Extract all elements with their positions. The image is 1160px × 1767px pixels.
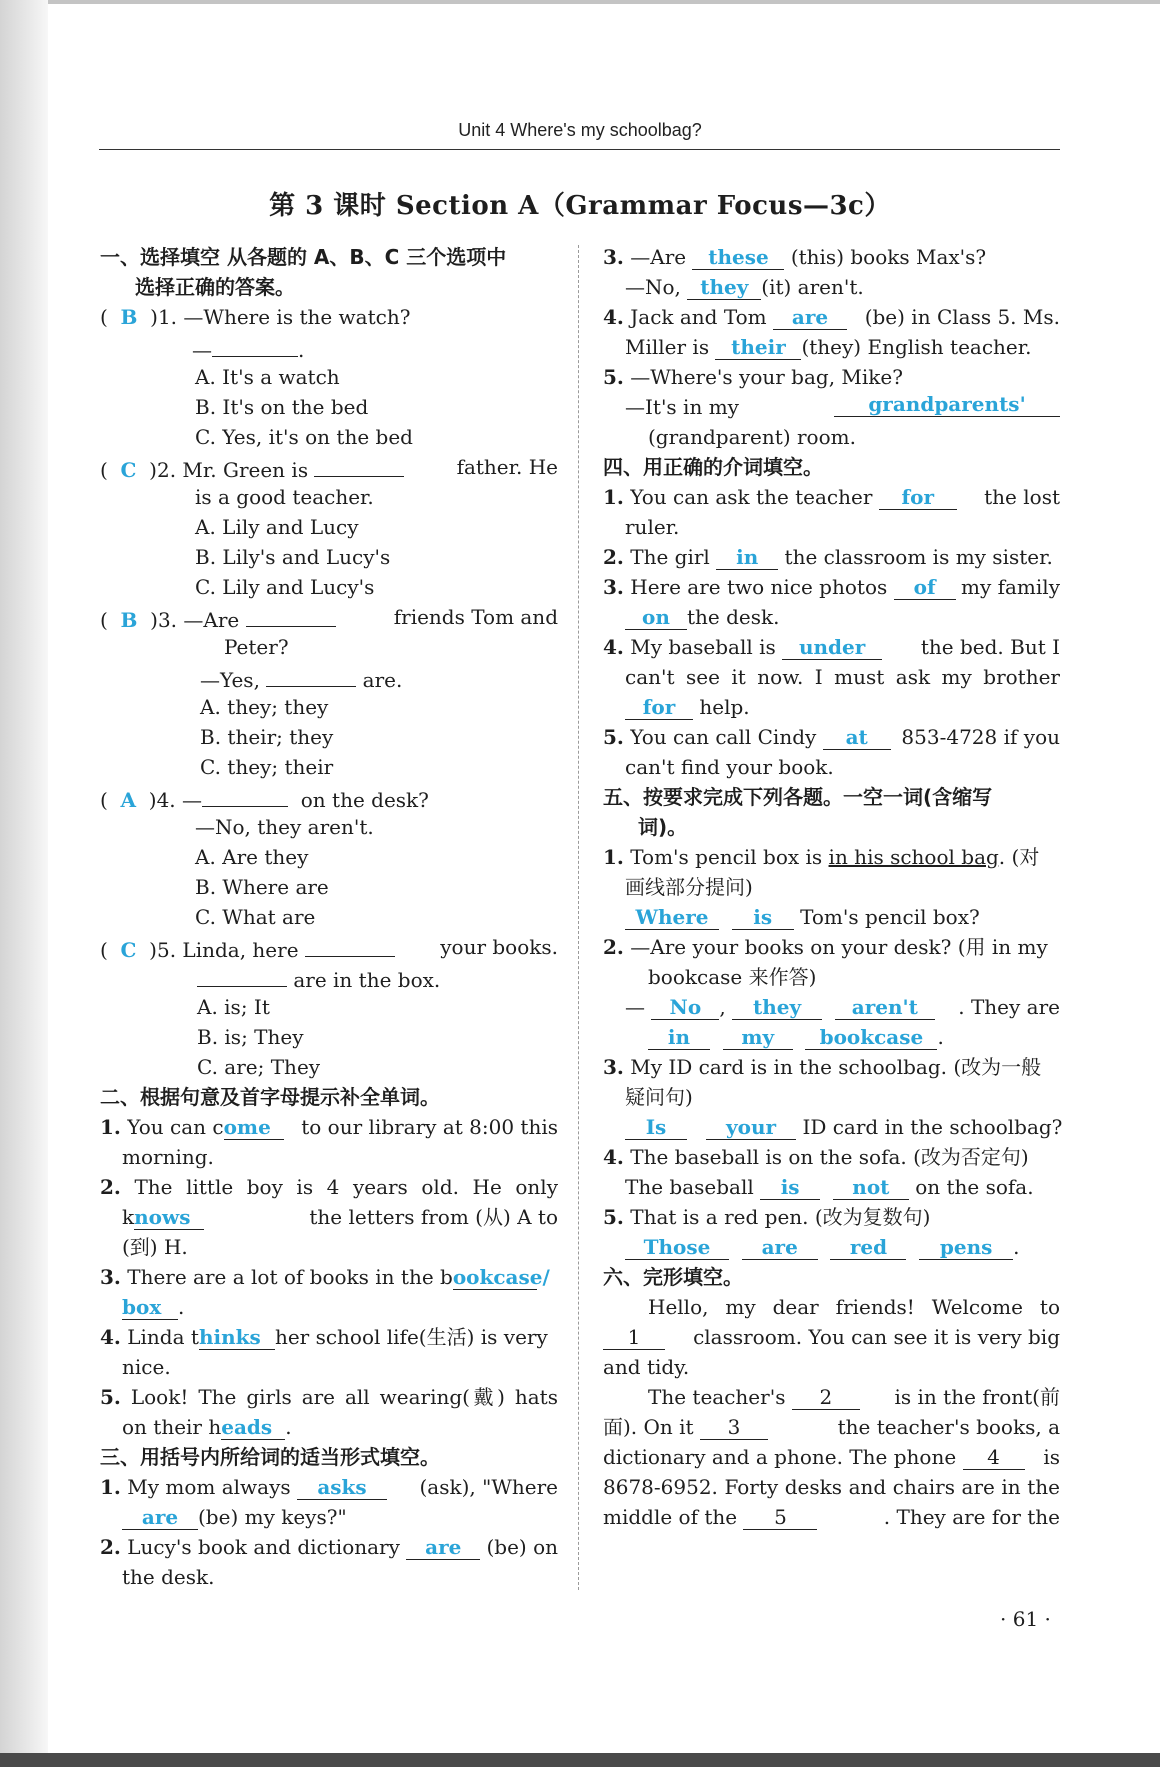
answer-fill: is <box>760 1175 820 1200</box>
option-b: B. Lily's and Lucy's <box>195 545 391 569</box>
underlined-phrase: in his school bag <box>828 845 999 869</box>
question-stem: )4. — <box>148 788 203 812</box>
item-text-cont: . They are <box>958 995 1060 1019</box>
lesson-title: 第 3 课时 Section A（Grammar Focus—3c） <box>269 191 891 221</box>
s3-item-3 <box>603 242 1060 272</box>
question-4: ( A )4. — on the desk? <box>100 782 558 812</box>
item-text-cont: the bed. But I <box>920 635 1060 659</box>
item-number: 1. <box>100 1115 121 1139</box>
item-text-end: . <box>178 1295 185 1319</box>
s4-item-4 <box>603 632 1060 662</box>
header-rule <box>99 149 1060 150</box>
cloze-line-3: and tidy. <box>603 1355 690 1379</box>
option-a: A. Are they <box>195 845 309 869</box>
item-text-end: Tom's pencil box? <box>800 905 980 929</box>
item-number: 5. <box>603 725 624 749</box>
item-number: 5. <box>603 1205 624 1229</box>
item-text: —Are your books on your desk? (用 in my <box>630 935 1048 959</box>
item-number: 4. <box>100 1325 121 1349</box>
section-4-title: 四、用正确的介词填空。 <box>603 455 823 479</box>
question-stem-cont: your books. <box>440 935 558 959</box>
cloze-line-7: 8678-6952. Forty desks and chairs are in the <box>603 1475 1060 1499</box>
answer-fill: eads <box>221 1415 285 1440</box>
item-number: 3. <box>603 245 624 269</box>
item-text-end: on the sofa. <box>915 1175 1034 1199</box>
s2-item-2-cont <box>100 1202 558 1232</box>
s2-item-2 <box>100 1172 558 1202</box>
section-5-title-cont: 词)。 <box>638 815 688 839</box>
answer-fill: Those <box>625 1235 729 1260</box>
item-text: Look! The girls are all wearing(戴) hats <box>130 1385 558 1409</box>
blank <box>212 332 298 357</box>
cloze-text-cont: . They are for the <box>883 1505 1060 1529</box>
question-stem-cont: friends Tom and <box>393 605 558 629</box>
item-text-cont: (be) on <box>486 1535 558 1559</box>
item-text-end: (be) my keys?" <box>198 1505 347 1529</box>
s3-item-4-cont <box>603 332 1060 362</box>
s5-item-2-instr: bookcase 来作答) <box>648 965 817 989</box>
answer-fill: of <box>894 575 956 600</box>
item-number: 5. <box>100 1385 121 1409</box>
question-1: ( B )1. —Where is the watch? <box>100 305 411 329</box>
section-1-title-cont: 选择正确的答案。 <box>135 275 295 299</box>
question-3-reply <box>100 662 558 692</box>
answer-choice: B <box>120 608 138 632</box>
option-c: C. What are <box>195 905 316 929</box>
blank <box>197 962 287 987</box>
option-a: A. Lily and Lucy <box>195 515 359 539</box>
blank <box>202 782 288 807</box>
item-text: My baseball is <box>630 635 776 659</box>
cloze-blank: 5 <box>743 1505 817 1530</box>
bottom-edge <box>0 1753 1160 1767</box>
answer-fill: your <box>706 1115 796 1140</box>
s2-item-5-cont <box>100 1412 558 1442</box>
item-text-cont: 853-4728 if you <box>901 725 1060 749</box>
section-5-title: 五、按要求完成下列各题。一空一词(含缩写 <box>603 785 993 809</box>
question-2-cont: is a good teacher. <box>195 485 374 509</box>
answer-fill: No <box>651 995 719 1020</box>
answer-fill: ome <box>224 1115 284 1140</box>
item-text: My mom always <box>127 1475 291 1499</box>
s2-item-5 <box>100 1382 558 1412</box>
cloze-line-5 <box>603 1412 1060 1442</box>
item-text: The girl <box>630 545 710 569</box>
item-text: —No, <box>625 275 681 299</box>
question-stem: )2. Mr. Green is <box>149 458 309 482</box>
s3-item-1-cont <box>100 1502 558 1532</box>
item-number: 3. <box>603 1055 624 1079</box>
cloze-line-1: Hello, my dear friends! Welcome to <box>648 1295 1060 1319</box>
reply-text-end: are. <box>362 668 403 692</box>
s2-item-3 <box>100 1262 558 1292</box>
option-b: B. Where are <box>195 875 329 899</box>
item-text: You can c <box>127 1115 224 1139</box>
item-text: on their h <box>122 1415 222 1439</box>
item-text-end: . <box>937 1025 944 1049</box>
s4-item-1 <box>603 482 1060 512</box>
option-a: A. is; It <box>197 995 270 1019</box>
question-4-reply: —No, they aren't. <box>195 815 374 839</box>
top-edge <box>0 0 1160 4</box>
s5-item-3-instr: 疑问句) <box>625 1085 693 1109</box>
item-text: You can ask the teacher <box>630 485 873 509</box>
item-text-cont: (be) in Class 5. Ms. <box>864 305 1060 329</box>
answer-fill: box <box>122 1295 178 1320</box>
dash: — <box>625 995 645 1019</box>
blank <box>305 932 395 957</box>
item-number: 4. <box>603 305 624 329</box>
s2-item-4-cont: nice. <box>122 1355 171 1379</box>
answer-fill: are <box>742 1235 818 1260</box>
item-text: Lucy's book and dictionary <box>127 1535 400 1559</box>
section-1-title: 一、选择填空 从各题的 A、B、C 三个选项中 <box>100 245 507 269</box>
page-number: · 61 · <box>1000 1607 1051 1631</box>
answer-fill: nows <box>134 1205 204 1230</box>
s3-item-5-reply <box>603 392 1060 422</box>
item-number: 4. <box>603 635 624 659</box>
item-text: —Are <box>630 245 687 269</box>
blank <box>314 452 404 477</box>
cloze-text: 面). On it <box>603 1415 694 1439</box>
cloze-line-6 <box>603 1442 1060 1472</box>
cloze-line-2 <box>603 1322 1060 1352</box>
item-text: There are a lot of books in the b <box>127 1265 453 1289</box>
cloze-blank: 1 <box>603 1325 665 1350</box>
answer-fill: at <box>823 725 891 750</box>
answer-fill: not <box>833 1175 909 1200</box>
right-column <box>603 242 1063 1532</box>
s3-item-2 <box>100 1532 558 1562</box>
page-gutter-shadow <box>0 0 48 1767</box>
s4-item-4-cont: can't see it now. I must ask my brother <box>625 665 1060 689</box>
comma: , <box>719 995 726 1019</box>
answer-fill: they <box>687 275 761 300</box>
s5-item-4 <box>603 1142 1060 1172</box>
s5-item-3 <box>603 1052 1060 1082</box>
s5-item-5-answer <box>603 1232 1060 1262</box>
question-stem: )5. Linda, here <box>149 938 299 962</box>
s2-item-3-cont <box>100 1292 558 1322</box>
s2-item-4 <box>100 1322 558 1352</box>
answer-fill: for <box>879 485 957 510</box>
answer-fill: under <box>782 635 882 660</box>
s5-item-1-answer <box>603 902 1060 932</box>
answer-fill: bookcase <box>805 1025 937 1050</box>
item-text: —Where's your bag, Mike? <box>630 365 903 389</box>
item-number: 5. <box>603 365 624 389</box>
answer-choice: C <box>120 938 137 962</box>
item-text-end: . <box>1013 1235 1020 1259</box>
cloze-blank: 4 <box>963 1445 1025 1470</box>
question-stem-cont: father. He <box>456 455 558 479</box>
running-header: Unit 4 Where's my schoolbag? <box>458 120 702 140</box>
item-text: You can call Cindy <box>630 725 817 749</box>
answer-fill: these <box>692 245 784 270</box>
section-2-title: 二、根据句意及首字母提示补全单词。 <box>100 1085 440 1109</box>
s5-item-2-answer-a <box>603 992 1060 1022</box>
item-text: The little boy is 4 years old. He only <box>134 1175 558 1199</box>
s5-item-2-answer-b <box>603 1022 1060 1052</box>
s3-item-5-cont: (grandparent) room. <box>648 425 856 449</box>
item-text: Miller is <box>625 335 710 359</box>
answer-fill: pens <box>919 1235 1013 1260</box>
section-6-title: 六、完形填空。 <box>603 1265 743 1289</box>
answer-fill: Where <box>625 905 719 930</box>
question-5-cont <box>100 962 558 992</box>
question-stem: )3. —Are <box>150 608 240 632</box>
option-c: C. Lily and Lucy's <box>195 575 375 599</box>
item-text-end: the desk. <box>687 605 780 629</box>
answer-choice: B <box>120 305 138 329</box>
item-number: 2. <box>603 545 624 569</box>
option-b: B. is; They <box>197 1025 304 1049</box>
item-number: 1. <box>100 1475 121 1499</box>
answer-fill: hinks <box>199 1325 275 1350</box>
answer-fill: their <box>715 335 801 360</box>
answer-fill: are <box>773 305 847 330</box>
item-number: 4. <box>603 1145 624 1169</box>
answer-choice: C <box>120 458 137 482</box>
item-text-cont: my family <box>960 575 1060 599</box>
question-3-cont: Peter? <box>224 635 289 659</box>
s3-item-4 <box>603 302 1060 332</box>
item-text-end: (they) English teacher. <box>801 335 1032 359</box>
answer-fill: is <box>732 905 794 930</box>
item-number: 1. <box>603 485 624 509</box>
blank <box>246 602 336 627</box>
answer-fill: ookcase/ <box>452 1265 550 1289</box>
item-text: The baseball <box>625 1175 754 1199</box>
s5-item-1-instr: 画线部分提问) <box>625 875 753 899</box>
s4-item-4-end <box>603 692 1060 722</box>
option-b: B. It's on the bed <box>195 395 369 419</box>
item-text-cont: (this) books Max's? <box>790 245 987 269</box>
item-text: Jack and Tom <box>630 305 767 329</box>
s3-item-3-reply <box>603 272 1060 302</box>
question-1-blank: — . <box>100 332 558 362</box>
answer-fill: my <box>723 1025 793 1050</box>
s4-item-2 <box>603 542 1060 572</box>
s5-item-3-answer <box>603 1112 1063 1142</box>
cloze-blank: 2 <box>792 1385 860 1410</box>
reply-text: —Yes, <box>200 668 260 692</box>
item-number: 2. <box>100 1175 121 1199</box>
answer-fill: are <box>406 1535 480 1560</box>
item-text-cont: the lost <box>984 485 1060 509</box>
answer-fill: they <box>732 995 822 1020</box>
item-number: 3. <box>603 575 624 599</box>
answer-choice: A <box>120 788 137 812</box>
dash: — <box>192 338 212 362</box>
question-3: ( B )3. —Are friends Tom and <box>100 602 558 632</box>
s4-item-3-cont <box>603 602 1060 632</box>
cloze-text: classroom. You can see it is very big <box>693 1325 1060 1349</box>
item-number: 3. <box>100 1265 121 1289</box>
item-text: Here are two nice photos <box>630 575 888 599</box>
blank <box>266 662 356 687</box>
option-c: C. they; their <box>200 755 334 779</box>
s4-item-1-cont: ruler. <box>625 515 680 539</box>
item-text-end: ID card in the schoolbag? <box>802 1115 1063 1139</box>
item-text: That is a red pen. (改为复数句) <box>630 1205 931 1229</box>
item-text-end: (it) aren't. <box>761 275 864 299</box>
s5-item-2 <box>603 932 1060 962</box>
item-number: 2. <box>100 1535 121 1559</box>
question-stem: )1. —Where is the watch? <box>150 305 411 329</box>
option-a: A. they; they <box>200 695 329 719</box>
s4-item-5 <box>603 722 1060 752</box>
s5-item-5 <box>603 1202 1060 1232</box>
question-stem-end: are in the box. <box>293 968 441 992</box>
answer-fill: in <box>648 1025 710 1050</box>
s2-item-2-end: (到) H. <box>122 1235 188 1259</box>
item-text-cont: . (对 <box>998 845 1040 869</box>
cloze-text: The teacher's <box>648 1385 786 1409</box>
answer-fill: asks <box>297 1475 387 1500</box>
item-text: The baseball is on the sofa. (改为否定句) <box>630 1145 1029 1169</box>
question-2: ( C )2. Mr. Green is father. He <box>100 452 558 482</box>
option-c: C. are; They <box>197 1055 321 1079</box>
left-column <box>100 242 558 1592</box>
cloze-text-cont: the teacher's books, a <box>837 1415 1060 1439</box>
option-a: A. It's a watch <box>195 365 340 389</box>
item-text: Linda t <box>127 1325 199 1349</box>
s3-item-2-cont: the desk. <box>122 1565 215 1589</box>
item-text: k <box>122 1205 135 1229</box>
cloze-line-8 <box>603 1502 1060 1532</box>
answer-fill: in <box>716 545 778 570</box>
s2-item-1 <box>100 1112 558 1142</box>
column-divider <box>578 245 579 1590</box>
item-number: 1. <box>603 845 624 869</box>
cloze-blank: 3 <box>700 1415 768 1440</box>
item-text-cont: the classroom is my sister. <box>784 545 1053 569</box>
answer-fill: grandparents' <box>834 392 1060 417</box>
question-stem-cont: on the desk? <box>300 788 429 812</box>
item-text-cont: to our library at 8:00 this <box>301 1115 558 1139</box>
item-text: —It's in my <box>625 395 739 419</box>
s5-item-1 <box>603 842 1060 872</box>
s2-item-1-cont: morning. <box>122 1145 214 1169</box>
item-text: Tom's pencil box is <box>630 845 823 869</box>
answer-fill: aren't <box>835 995 935 1020</box>
option-b: B. their; they <box>200 725 334 749</box>
answer-fill: for <box>625 695 693 720</box>
answer-fill: on <box>625 605 687 630</box>
item-text-cont: her school life(生活) is very <box>274 1325 548 1349</box>
s3-item-5 <box>603 362 1060 392</box>
cloze-text-cont: is in the front(前 <box>894 1385 1060 1409</box>
section-3-title: 三、用括号内所给词的适当形式填空。 <box>100 1445 440 1469</box>
cloze-text: dictionary and a phone. The phone <box>603 1445 957 1469</box>
option-c: C. Yes, it's on the bed <box>195 425 413 449</box>
cloze-text: middle of the <box>603 1505 738 1529</box>
item-text-end: . <box>285 1415 292 1439</box>
s5-item-4-answer <box>603 1172 1060 1202</box>
item-number: 2. <box>603 935 624 959</box>
cloze-line-4 <box>603 1382 1060 1412</box>
answer-fill: Is <box>625 1115 687 1140</box>
cloze-text-cont: is <box>1043 1445 1060 1469</box>
s4-item-3 <box>603 572 1060 602</box>
question-5: ( C )5. Linda, here your books. <box>100 932 558 962</box>
s4-item-5-cont: can't find your book. <box>625 755 834 779</box>
answer-fill: red <box>830 1235 906 1260</box>
item-text: My ID card is in the schoolbag. (改为一般 <box>630 1055 1042 1079</box>
item-text-cont: (ask), "Where <box>419 1475 558 1499</box>
s3-item-1 <box>100 1472 558 1502</box>
answer-fill: are <box>122 1505 198 1530</box>
item-text-cont: the letters from (从) A to <box>309 1205 558 1229</box>
item-text-end: help. <box>699 695 750 719</box>
